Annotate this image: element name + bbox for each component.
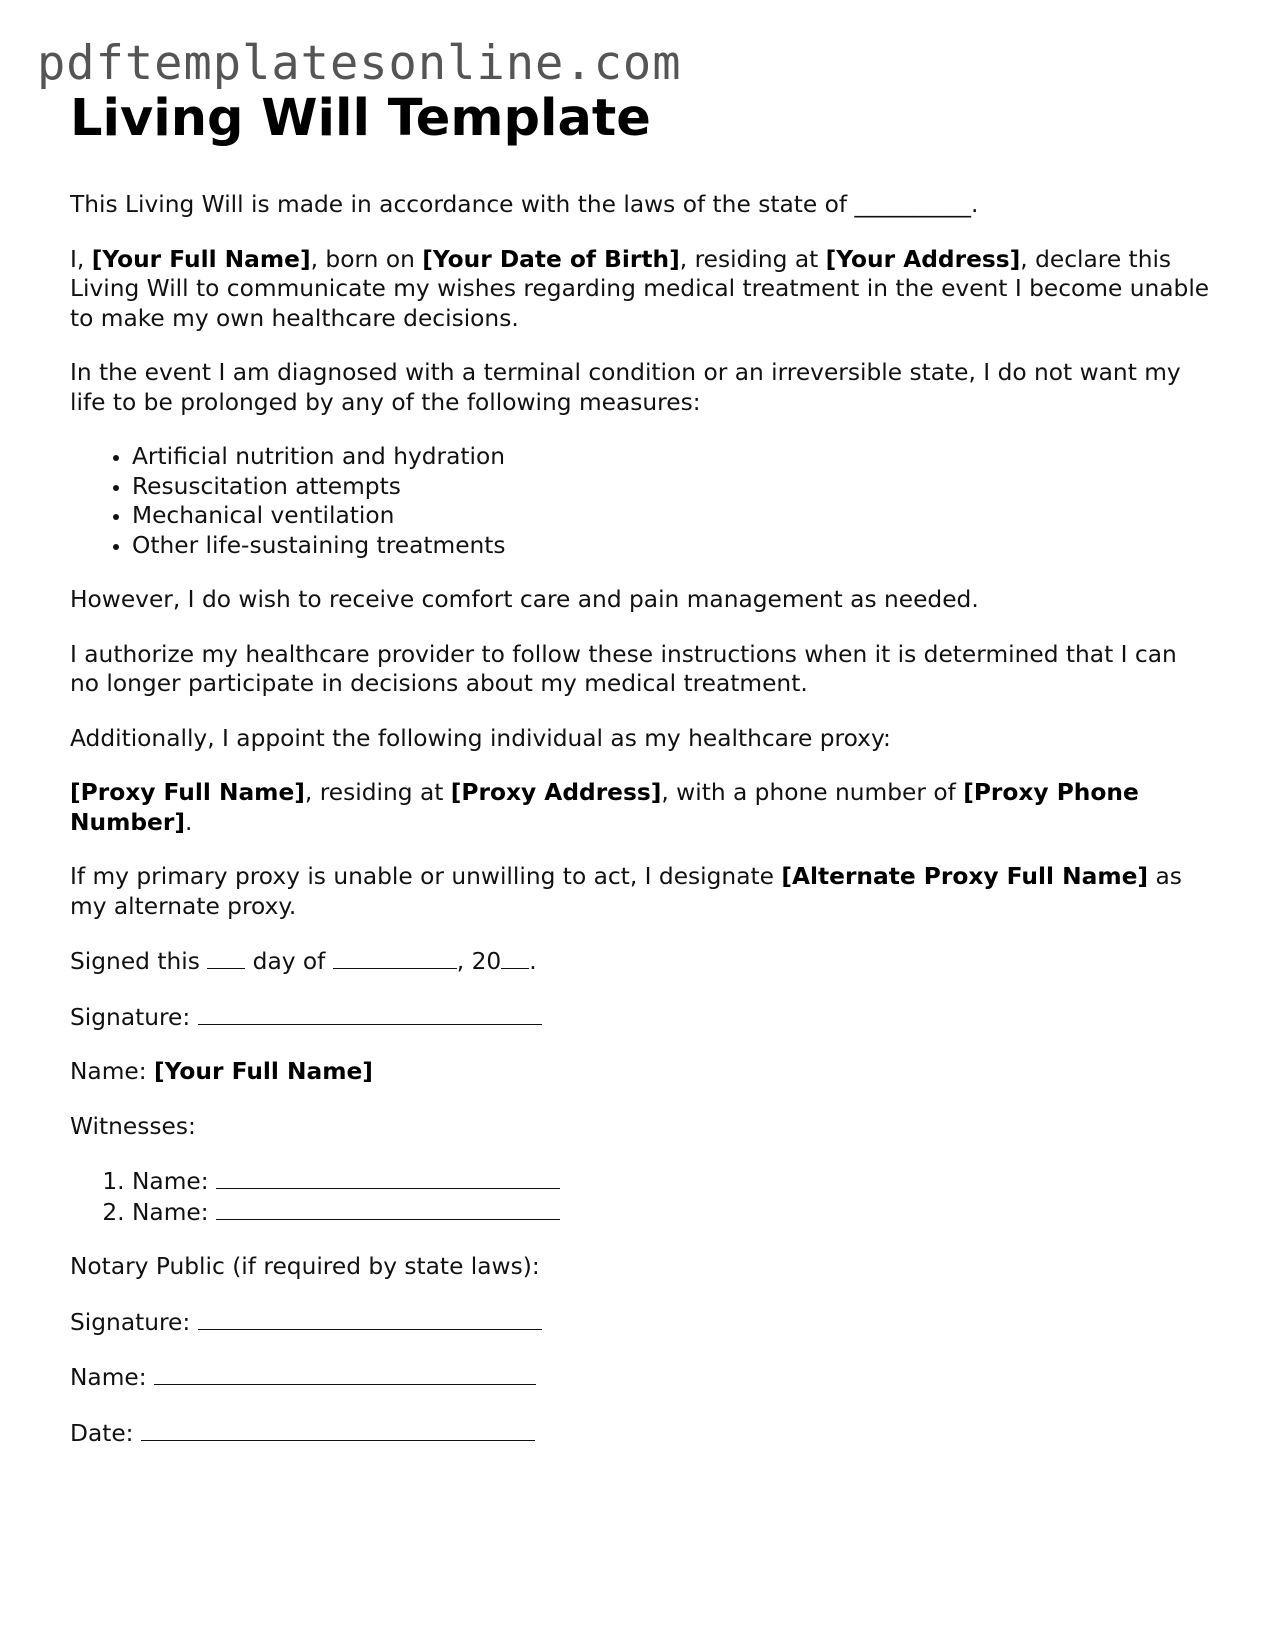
day-blank[interactable] <box>207 946 245 969</box>
signed-text-1: Signed this <box>70 948 200 975</box>
name-placeholder: [Your Full Name] <box>154 1058 373 1085</box>
signed-text-3: , 20 <box>456 948 502 975</box>
intro-text: This Living Will is made in accordance with the laws of the state of <box>70 191 848 218</box>
witnesses-label: Witnesses: <box>70 1112 196 1140</box>
notary-date-blank[interactable] <box>141 1418 535 1441</box>
year-blank[interactable] <box>501 946 529 969</box>
declaration-text-4: , declare this Living Will to communicate my wishes regarding medical treatment in the event I become unable to make my own healthcare decisions. <box>70 245 1210 332</box>
address-placeholder: [Your Address] <box>825 245 1021 273</box>
notary-name-blank[interactable] <box>154 1362 536 1385</box>
notary-signature-label: Signature: <box>70 1308 191 1336</box>
witness-name-label: Name: <box>132 1198 209 1226</box>
document-title: Living Will Template <box>70 89 651 148</box>
declaration-text-3: , residing at <box>679 245 826 273</box>
month-blank[interactable] <box>333 946 457 969</box>
notary-label: Notary Public (if required by state laws): <box>70 1253 540 1280</box>
document-page <box>70 88 1210 1473</box>
your-full-name-placeholder: [Your Full Name] <box>91 245 311 273</box>
witness-name-label: Name: <box>132 1168 209 1195</box>
signed-text-2: day of <box>252 948 326 975</box>
alternate-text-1: If my primary proxy is unable or unwilling to act, I designate <box>70 863 782 890</box>
comfort-care-paragraph: However, I do wish to receive comfort care and pain management as needed. <box>70 586 979 613</box>
notary-signature-line <box>70 1307 1210 1338</box>
declaration-text-1: I, <box>70 245 92 273</box>
proxy-address-placeholder: [Proxy Address] <box>450 779 662 806</box>
signed-text-4: . <box>529 948 537 975</box>
alternate-proxy-paragraph <box>70 862 1210 921</box>
measures-list <box>70 442 1210 560</box>
watermark: pdftemplatesonline.com <box>37 36 682 91</box>
list-item <box>132 1166 1210 1197</box>
notary-date-label: Date: <box>70 1419 134 1447</box>
notary-date-line <box>70 1418 1210 1449</box>
notary-name-label: Name: <box>70 1364 147 1391</box>
date-of-birth-placeholder: [Your Date of Birth] <box>422 245 680 273</box>
proxy-name-placeholder: [Proxy Full Name] <box>70 779 305 806</box>
list-item: • Resuscitation attempts <box>132 472 1210 502</box>
state-blank[interactable]: __________ <box>854 191 971 218</box>
signature-label: Signature: <box>70 1003 191 1031</box>
authorization-paragraph: I authorize my healthcare provider to follow these instructions when it is determined that I can no longer participate in decisions about my medical treatment. <box>70 640 1177 697</box>
list-item: • Other life-sustaining treatments <box>132 531 1210 561</box>
proxy-paragraph <box>70 778 1210 837</box>
declaration-paragraph <box>70 245 1210 334</box>
list-item <box>132 1197 1210 1228</box>
witness-2-blank[interactable] <box>216 1197 560 1220</box>
proxy-intro: Additionally, I appoint the following individual as my healthcare proxy: <box>70 724 891 752</box>
proxy-text-2: , with a phone number of <box>661 779 964 806</box>
alternate-text-2: as my alternate proxy. <box>70 863 1182 920</box>
alternate-proxy-placeholder: [Alternate Proxy Full Name] <box>781 863 1149 890</box>
proxy-text-1: , residing at <box>304 779 451 806</box>
intro-end: . <box>970 191 979 218</box>
notary-name-line <box>70 1362 1210 1393</box>
witness-1-blank[interactable] <box>216 1166 560 1189</box>
witnesses-list <box>70 1166 1210 1227</box>
signature-line <box>70 1002 1210 1033</box>
declaration-text-2: , born on <box>310 245 423 273</box>
list-item: • Artificial nutrition and hydration <box>132 442 1210 472</box>
name-line <box>70 1057 1210 1087</box>
notary-signature-blank[interactable] <box>198 1307 542 1330</box>
list-item: • Mechanical ventilation <box>132 501 1210 531</box>
proxy-text-3: . <box>184 808 193 836</box>
measures-intro: In the event I am diagnosed with a terminal condition or an irreversible state, I do not want my life to be prolonged by any of the following measures: <box>70 359 1181 416</box>
name-label: Name: <box>70 1058 147 1085</box>
intro-paragraph <box>70 190 1210 220</box>
signed-date-line <box>70 946 1210 977</box>
signature-blank[interactable] <box>198 1002 542 1025</box>
proxy-phone-placeholder: [Proxy Phone Number] <box>70 779 1139 836</box>
